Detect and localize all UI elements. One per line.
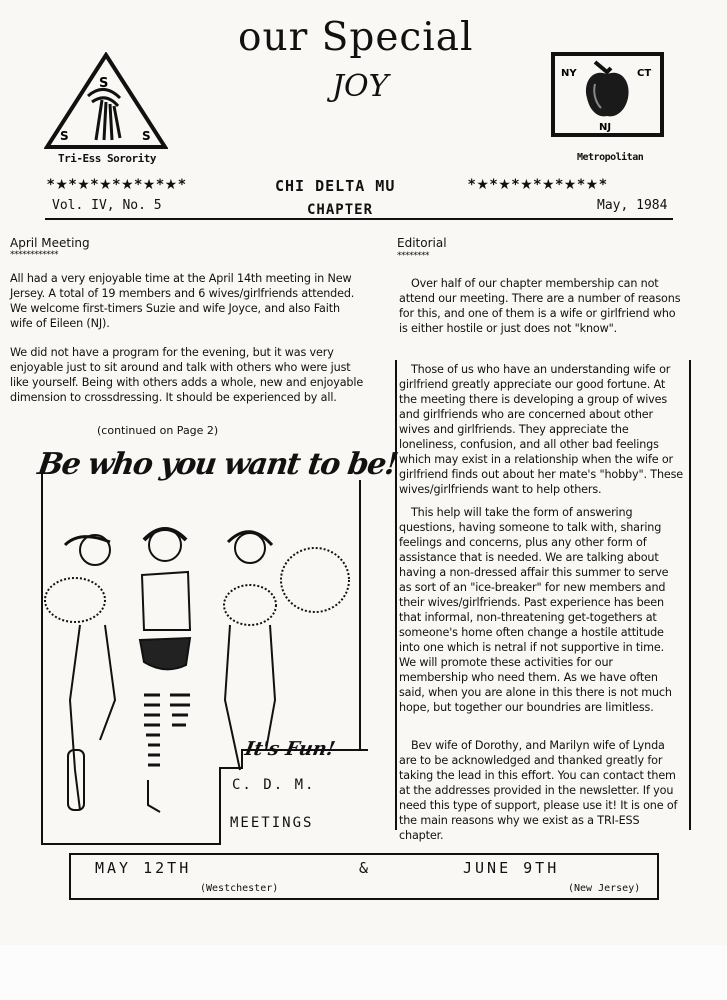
editorial-underline: ********: [397, 251, 429, 261]
first-meeting-location: (Westchester): [200, 883, 279, 894]
chapter-label: CHAPTER: [307, 202, 374, 218]
poster-cdm: C. D. M.: [232, 777, 316, 793]
chapter-name: CHI DELTA MU: [275, 177, 396, 195]
svg-text:NJ: NJ: [599, 122, 612, 133]
poster-fun-caption: It's Fun!: [243, 738, 337, 760]
editorial-heading: Editorial: [397, 236, 447, 250]
second-meeting-date: JUNE 9TH: [463, 859, 560, 877]
second-meeting-location: (New Jersey): [568, 883, 641, 894]
april-meeting-underline: ************: [10, 250, 58, 260]
continued-note: (continued on Page 2): [97, 424, 219, 437]
volume-number: Vol. IV, No. 5: [52, 198, 162, 213]
tri-ess-triangle-logo-icon: [44, 52, 168, 150]
masthead-rule: [45, 218, 673, 220]
svg-text:S: S: [99, 76, 109, 91]
april-meeting-paragraph: We did not have a program for the evening, but it was very enjoyable just to sit around and talk with others who were just like yourself. Being with others adds a whole, new and enjoyable dimension to crossdressing. It should be experienced by all.: [10, 346, 364, 404]
poster-illustration: [40, 450, 370, 846]
poster-slogan: Be who you want to be!: [35, 447, 400, 482]
star-divider-left: *★*★*★*★*★*★*: [47, 177, 187, 193]
svg-text:S: S: [142, 129, 151, 143]
metropolitan-caption: Metropolitan: [577, 152, 644, 163]
april-meeting-heading: April Meeting: [10, 236, 90, 250]
page-margin: [0, 945, 727, 1000]
first-meeting-date: MAY 12TH: [95, 859, 192, 877]
figure-left-icon: [45, 535, 115, 810]
poster-meetings: MEETINGS: [230, 815, 314, 831]
star-divider-right: *★*★*★*★*★*★*: [468, 177, 608, 193]
newsletter-subtitle: JOY: [332, 69, 389, 104]
figure-right-icon: [224, 532, 349, 770]
editorial-paragraph: Those of us who have an understanding wife or girlfriend greatly appreciate our good fortune. At the meeting there is developing a group of wives and girlfriends who are concerned about other wives and girlfriends. They appreciate the loneliness, confusion, and all other bad feelings which may exist in a relationship when the wife or girlfriend finds out about her mate's "hobby". These wives/girlfriends want to help others.: [399, 363, 684, 496]
editorial-paragraph: Over half of our chapter membership can not attend our meeting. There are a number of reasons for this, and one of them is a wife or girlfriend who is either hostile or just does not "know".: [399, 277, 681, 335]
figure-center-icon: [140, 529, 190, 812]
meeting-dates-box: [69, 853, 659, 900]
metropolitan-logo: [551, 52, 664, 137]
editorial-paragraph: This help will take the form of answering questions, having someone to talk with, sharing feelings and concerns, plus any other form of assistance that is needed. We are talking about having a non-dressed affair this summer to serve as sort of an "ice-breaker" for new members and their wives/girlfriends. Past experience has been that informal, non-threatening get-togethers at someone's home often change a hostile attitude into one which is netral if not supportive in time. We will promote these activities for our membership who need them. As we have often said, when you are alone in this there is not much hope, but together our boundries are limitless.: [399, 506, 672, 714]
tri-ess-caption: Tri-Ess Sorority: [58, 152, 156, 165]
date-ampersand: &: [359, 859, 372, 877]
svg-text:CT: CT: [637, 68, 652, 79]
editorial-paragraph: Bev wife of Dorothy, and Marilyn wife of Lynda are to be acknowledged and thanked greatly for taking the lead in this effort. You can contact them at the addresses provided in the newsletter. If you need this type of support, please use it! It is one of the main reasons why we exist as a TRI-ESS chapter.: [399, 739, 678, 842]
newsletter-title: our Special: [238, 15, 474, 60]
april-meeting-paragraph: All had a very enjoyable time at the April 14th meeting in New Jersey. A total of 19 members and 6 wives/girlfriends attended. We welcome first-timers Suzie and wife Joyce, and also Faith wife of Eileen (NJ).: [10, 272, 355, 330]
apple-icon: [555, 56, 660, 133]
svg-text:S: S: [60, 129, 69, 143]
issue-date: May, 1984: [597, 198, 668, 213]
svg-text:NY: NY: [561, 68, 577, 79]
